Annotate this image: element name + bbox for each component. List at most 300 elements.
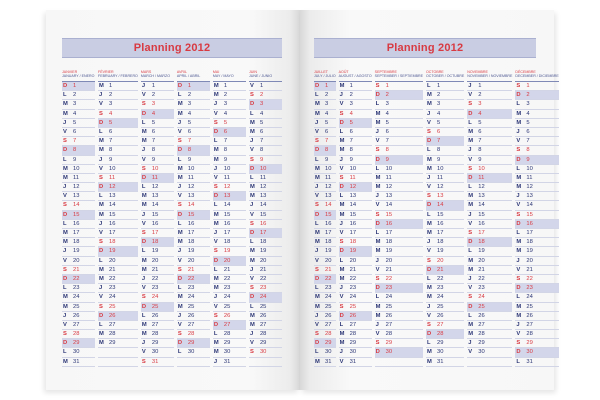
left-page-title-bar [62, 38, 282, 58]
weekday-letter: L [427, 83, 431, 89]
day-cell [314, 275, 336, 284]
weekday-letter: S [516, 340, 521, 347]
day-number: 20 [109, 257, 116, 264]
day-cell [141, 358, 174, 367]
weekday-letter: M [177, 230, 183, 236]
day-cell [375, 293, 423, 302]
day-number: 19 [437, 248, 444, 255]
weekday-letter: L [99, 128, 103, 135]
day-cell [426, 137, 464, 146]
day-cell [314, 110, 336, 119]
weekday-letter: D [315, 147, 320, 154]
weekday-letter: M [468, 138, 474, 145]
weekday-letter: J [249, 138, 254, 145]
weekday-letter: M [213, 285, 219, 292]
day-number: 7 [385, 138, 389, 145]
month-name: AOÛT [338, 70, 349, 74]
weekday-letter: J [141, 147, 146, 154]
day-number: 13 [73, 193, 80, 200]
weekday-letter: S [63, 202, 67, 209]
day-cell [177, 238, 210, 247]
day-cell [375, 330, 423, 339]
day-number: 3 [325, 101, 329, 108]
weekday-letter: J [468, 147, 472, 154]
day-cell [141, 266, 174, 275]
weekday-letter: L [468, 312, 472, 319]
day-number: 1 [187, 83, 192, 89]
day-number: 14 [526, 202, 533, 209]
day-number: 31 [223, 358, 231, 365]
weekday-letter: S [249, 156, 254, 163]
weekday-letter: M [141, 202, 147, 209]
day-cell [249, 211, 282, 220]
weekday-letter: V [63, 321, 67, 328]
weekday-letter: V [339, 294, 344, 301]
day-number: 8 [385, 147, 389, 154]
day-cell [314, 247, 336, 256]
weekday-letter: S [249, 92, 254, 99]
weekday-letter: D [177, 211, 183, 218]
day-number: 4 [223, 110, 228, 117]
day-cell [177, 339, 210, 348]
day-cell [141, 284, 174, 293]
day-number: 1 [437, 83, 441, 89]
day-cell [467, 321, 512, 330]
day-cell [375, 238, 423, 247]
day-number: 14 [478, 202, 485, 209]
day-number: 3 [109, 101, 113, 108]
day-cell [426, 174, 464, 183]
day-number: 16 [478, 220, 485, 227]
weekday-letter: S [249, 220, 254, 227]
month-column [62, 70, 95, 367]
weekday-letter: M [141, 266, 147, 273]
day-cell [98, 220, 138, 229]
day-number: 20 [223, 257, 231, 264]
day-number: 4 [325, 110, 329, 117]
day-cell [249, 201, 282, 210]
weekday-letter: M [339, 83, 345, 89]
weekday-letter: D [339, 312, 344, 319]
weekday-letter: J [315, 184, 319, 191]
day-cell [249, 348, 282, 357]
month-subtitle: AUGUST / AGOSTO [338, 74, 372, 79]
weekday-letter: D [141, 239, 147, 246]
weekday-letter: D [315, 83, 320, 89]
day-cell [314, 266, 336, 275]
day-cell [62, 211, 95, 220]
day-number: 22 [385, 275, 393, 282]
month-subtitle: FEBRUARY / FEBRERO [98, 74, 138, 79]
right-page [300, 10, 559, 390]
day-number: 5 [73, 119, 77, 126]
weekday-letter: M [315, 358, 320, 365]
weekday-letter: M [213, 275, 219, 282]
month-header [426, 70, 464, 82]
day-cell [339, 330, 372, 339]
day-cell [213, 330, 246, 339]
day-cell [98, 293, 138, 302]
day-cell [62, 229, 95, 238]
month-name: NOVEMBRE [467, 70, 488, 74]
day-number: 20 [526, 257, 533, 264]
weekday-letter: L [249, 110, 254, 117]
day-number: 9 [151, 156, 156, 163]
day-number: 19 [349, 248, 357, 255]
weekday-letter: D [375, 92, 380, 99]
weekday-letter: V [427, 248, 431, 255]
day-cell [213, 220, 246, 229]
weekday-letter: M [141, 193, 147, 200]
day-number: 12 [325, 184, 332, 191]
weekday-letter: S [177, 331, 182, 338]
weekday-letter: V [249, 147, 254, 154]
day-cell [467, 137, 512, 146]
day-number: 27 [478, 321, 485, 328]
day-number: 27 [526, 321, 533, 328]
day-number: 10 [325, 165, 332, 172]
day-cell [98, 211, 138, 220]
weekday-letter: J [177, 312, 182, 319]
weekday-letter: L [213, 138, 218, 145]
weekday-letter: S [63, 331, 67, 338]
day-number: 6 [223, 128, 228, 135]
day-cell [515, 229, 558, 238]
day-number: 1 [259, 83, 264, 89]
day-cell [249, 321, 282, 330]
day-number: 21 [187, 266, 195, 273]
weekday-letter: J [213, 294, 218, 301]
day-number: 25 [437, 303, 444, 310]
day-cell [213, 110, 246, 119]
day-number: 6 [478, 128, 482, 135]
day-number: 23 [187, 285, 195, 292]
weekday-letter: L [315, 285, 319, 292]
day-cell [62, 220, 95, 229]
weekday-letter: V [63, 193, 67, 200]
weekday-letter: J [63, 184, 67, 191]
day-number: 2 [259, 92, 264, 99]
day-number: 27 [223, 321, 231, 328]
day-number: 11 [526, 174, 533, 181]
weekday-letter: M [516, 248, 522, 255]
weekday-letter: L [249, 303, 254, 310]
day-number: 14 [259, 202, 267, 209]
day-cell [426, 146, 464, 155]
weekday-letter: D [249, 101, 255, 108]
weekday-letter: V [315, 128, 319, 135]
day-cell [467, 146, 512, 155]
day-number: 25 [223, 303, 231, 310]
weekday-letter: J [427, 239, 431, 246]
day-number: 6 [73, 128, 77, 135]
day-cell [62, 137, 95, 146]
day-cell [515, 293, 558, 302]
day-cell [375, 303, 423, 312]
day-cell [249, 339, 282, 348]
weekday-letter: D [339, 184, 344, 191]
day-number: 10 [109, 165, 116, 172]
weekday-letter: J [63, 248, 67, 255]
day-number: 11 [259, 174, 266, 181]
day-number: 21 [349, 266, 357, 273]
day-cell [213, 211, 246, 220]
weekday-letter: V [516, 266, 521, 273]
day-cell [177, 211, 210, 220]
day-cell [467, 247, 512, 256]
day-number: 15 [259, 211, 267, 218]
weekday-letter: L [177, 156, 182, 163]
weekday-letter: M [213, 349, 219, 356]
day-cell [314, 339, 336, 348]
weekday-letter: D [249, 294, 255, 301]
day-number: 9 [478, 156, 482, 163]
day-number: 24 [259, 294, 267, 301]
day-cell [339, 183, 372, 192]
day-cell [515, 82, 558, 91]
weekday-letter: D [63, 83, 68, 89]
weekday-letter: M [375, 119, 381, 126]
day-cell [339, 229, 372, 238]
day-number: 12 [437, 184, 444, 191]
weekday-letter: D [63, 147, 68, 154]
day-number: 2 [325, 92, 329, 99]
day-cell [213, 257, 246, 266]
day-number: 31 [151, 358, 159, 365]
day-number: 3 [151, 101, 156, 108]
day-cell [98, 128, 138, 137]
day-number: 16 [109, 220, 116, 227]
day-number: 12 [526, 184, 533, 191]
day-cell [141, 293, 174, 302]
day-number: 4 [437, 110, 441, 117]
weekday-letter: L [427, 211, 431, 218]
weekday-letter: L [177, 92, 182, 99]
day-cell [426, 156, 464, 165]
weekday-letter: M [99, 340, 104, 347]
day-cell [177, 330, 210, 339]
weekday-letter: V [141, 156, 146, 163]
day-cell [249, 284, 282, 293]
day-number: 18 [259, 239, 267, 246]
month-name: AVRIL [176, 70, 187, 74]
empty-day-cell [249, 358, 282, 367]
day-cell [249, 247, 282, 256]
weekday-letter: M [249, 321, 255, 328]
day-number: 4 [151, 110, 156, 117]
weekday-letter: L [375, 101, 380, 108]
day-number: 27 [325, 321, 332, 328]
day-cell [177, 100, 210, 109]
day-number: 16 [437, 220, 444, 227]
day-cell [98, 247, 138, 256]
day-cell [314, 128, 336, 137]
day-cell [177, 110, 210, 119]
weekday-letter: M [99, 331, 104, 338]
day-cell [515, 211, 558, 220]
weekday-letter: S [99, 303, 103, 310]
day-number: 8 [187, 147, 192, 154]
day-cell [515, 183, 558, 192]
day-cell [339, 220, 372, 229]
day-number: 1 [349, 83, 353, 89]
day-number: 6 [109, 128, 113, 135]
day-cell [467, 128, 512, 137]
weekday-letter: M [427, 101, 432, 108]
day-number: 3 [526, 101, 530, 108]
day-cell [375, 229, 423, 238]
weekday-letter: M [427, 220, 432, 227]
day-cell [213, 247, 246, 256]
day-number: 30 [349, 349, 357, 356]
day-cell [426, 293, 464, 302]
day-cell [339, 312, 372, 321]
day-cell [249, 183, 282, 192]
left-page-title: Planning 2012 [133, 42, 211, 54]
day-number: 30 [187, 349, 195, 356]
day-cell [515, 330, 558, 339]
day-cell [339, 293, 372, 302]
weekday-letter: L [63, 349, 67, 356]
day-cell [339, 284, 372, 293]
weekday-letter: V [99, 165, 103, 172]
day-number: 24 [325, 294, 332, 301]
day-cell [141, 165, 174, 174]
day-number: 12 [259, 184, 267, 191]
day-cell [339, 238, 372, 247]
weekday-letter: M [315, 303, 320, 310]
day-cell [98, 119, 138, 128]
day-cell [177, 247, 210, 256]
day-number: 27 [109, 321, 116, 328]
weekday-letter: J [516, 128, 520, 135]
day-cell [98, 303, 138, 312]
day-cell [249, 303, 282, 312]
weekday-letter: S [141, 358, 146, 365]
day-cell [467, 110, 512, 119]
weekday-letter: J [177, 119, 182, 126]
day-cell [141, 119, 174, 128]
day-number: 13 [437, 193, 444, 200]
weekday-letter: L [249, 239, 254, 246]
day-cell [467, 174, 512, 183]
day-number: 23 [349, 285, 357, 292]
weekday-letter: L [177, 285, 182, 292]
day-number: 17 [73, 230, 80, 236]
day-cell [249, 91, 282, 100]
day-cell [62, 293, 95, 302]
day-number: 13 [151, 193, 159, 200]
day-cell [98, 165, 138, 174]
day-cell [249, 137, 282, 146]
day-number: 21 [223, 266, 231, 273]
day-cell [314, 82, 336, 91]
day-number: 24 [223, 294, 231, 301]
day-number: 28 [385, 331, 393, 338]
day-number: 25 [385, 303, 393, 310]
weekday-letter: M [177, 303, 183, 310]
day-cell [467, 211, 512, 220]
day-cell [375, 220, 423, 229]
day-number: 18 [73, 239, 80, 246]
weekday-letter: M [339, 211, 345, 218]
day-number: 23 [151, 285, 159, 292]
day-number: 13 [526, 193, 533, 200]
weekday-letter: J [63, 119, 67, 126]
weekday-letter: S [468, 165, 473, 172]
left-page-calendar-grid [62, 70, 282, 367]
day-cell [249, 275, 282, 284]
day-number: 12 [151, 184, 159, 191]
day-number: 18 [151, 239, 159, 246]
day-cell [177, 321, 210, 330]
day-cell [426, 257, 464, 266]
weekday-letter: L [99, 321, 103, 328]
day-cell [213, 192, 246, 201]
weekday-letter: M [375, 312, 381, 319]
day-number: 12 [385, 184, 393, 191]
day-number: 18 [109, 239, 116, 246]
weekday-letter: L [177, 349, 182, 356]
day-cell [213, 293, 246, 302]
day-cell [314, 192, 336, 201]
weekday-letter: V [99, 294, 103, 301]
day-cell [177, 348, 210, 357]
day-cell [62, 257, 95, 266]
month-header [467, 70, 512, 82]
day-cell [314, 165, 336, 174]
day-cell [314, 284, 336, 293]
day-number: 1 [151, 83, 156, 89]
day-cell [339, 174, 372, 183]
day-cell [339, 321, 372, 330]
weekday-letter: J [375, 321, 379, 328]
weekday-letter: J [315, 248, 319, 255]
day-number: 17 [109, 230, 116, 236]
day-number: 30 [151, 349, 159, 356]
day-number: 16 [259, 220, 267, 227]
day-number: 1 [223, 83, 228, 89]
weekday-letter: J [99, 285, 103, 292]
day-cell [141, 146, 174, 155]
day-cell [98, 174, 138, 183]
day-cell [426, 247, 464, 256]
day-number: 12 [73, 184, 80, 191]
day-number: 20 [349, 257, 357, 264]
day-cell [339, 211, 372, 220]
day-cell [314, 330, 336, 339]
day-cell [426, 312, 464, 321]
day-cell [98, 321, 138, 330]
day-number: 25 [259, 303, 267, 310]
day-number: 29 [325, 340, 332, 347]
day-cell [515, 119, 558, 128]
day-number: 22 [109, 275, 116, 282]
day-cell [375, 174, 423, 183]
day-cell [467, 91, 512, 100]
day-number: 23 [325, 285, 332, 292]
weekday-letter: J [141, 211, 146, 218]
weekday-letter: D [315, 211, 320, 218]
weekday-letter: M [63, 174, 68, 181]
day-number: 8 [437, 147, 441, 154]
day-number: 9 [325, 156, 329, 163]
weekday-letter: D [213, 257, 219, 264]
day-cell [213, 165, 246, 174]
month-name: DÉCEMBRE [515, 70, 536, 74]
weekday-letter: V [177, 257, 182, 264]
day-number: 17 [325, 230, 332, 236]
